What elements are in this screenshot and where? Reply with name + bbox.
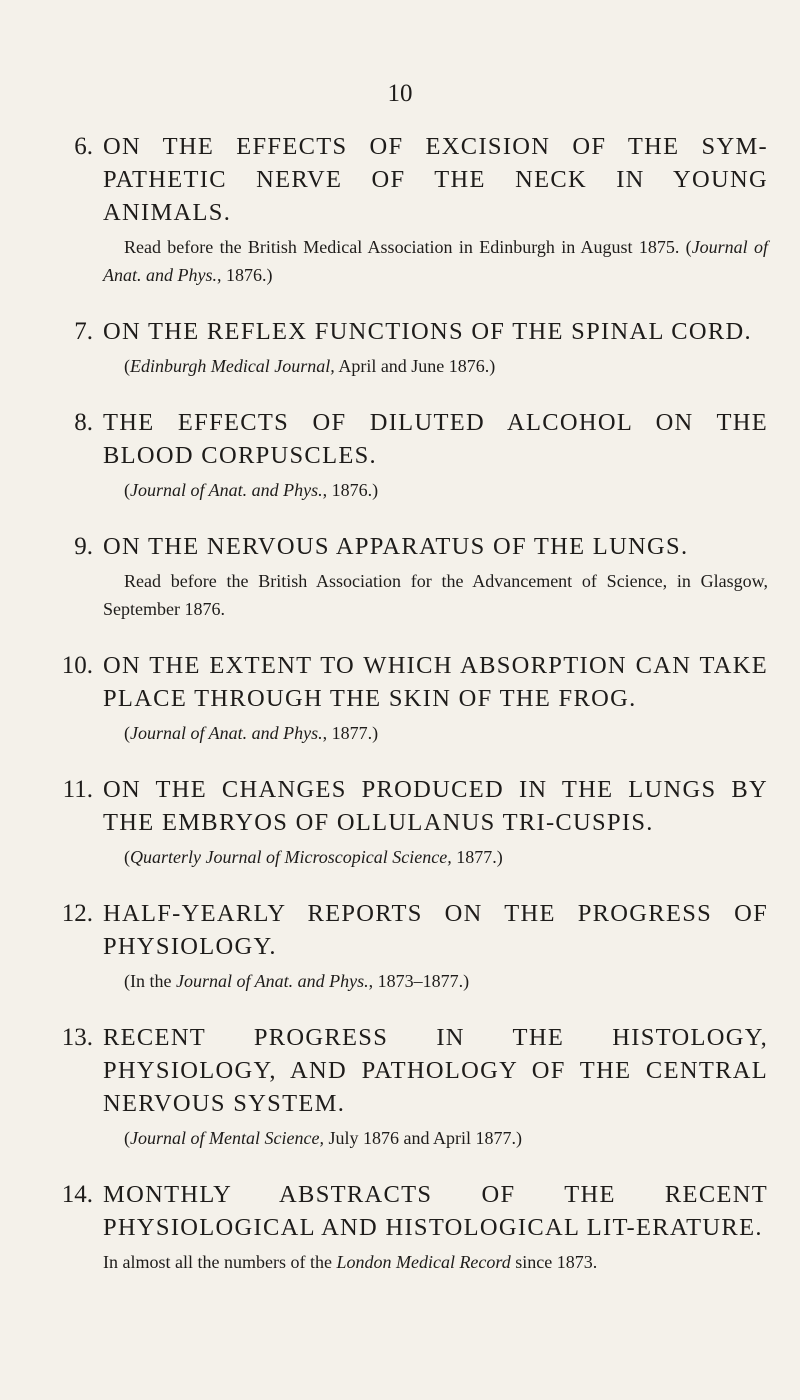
list-item [0,406,800,504]
entry-number: 8. [74,409,93,436]
entry-title: ON THE EFFECTS OF EXCISION OF THE SYM-PATHETIC NERVE OF THE NECK IN YOUNG ANIMALS. [103,133,768,226]
entry-number: 14. [61,1181,93,1208]
entry-note: (Quarterly Journal of Microscopical Science, 1877.) [124,847,503,867]
list-item [0,1178,800,1276]
entry-number: 6. [74,133,93,160]
entry-title: HALF-YEARLY REPORTS ON THE PROGRESS OF PHYSIOLOGY. [103,900,768,960]
entry-number: 11. [62,776,93,803]
entry-title: ON THE REFLEX FUNCTIONS OF THE SPINAL CORD. [103,318,752,345]
entry-note: In almost all the numbers of the London Medical Record since 1873. [103,1252,598,1272]
entry-note: (Journal of Anat. and Phys., 1876.) [124,480,379,500]
list-item [0,897,800,995]
entry-note: Read before the British Medical Association in Edinburgh in August 1875. (Journal of Anat. and Phys., 1876.) [103,237,769,285]
list-item [0,649,800,747]
entry-note: (Journal of Mental Science, July 1876 and April 1877.) [124,1128,522,1148]
entry-note: (Journal of Anat. and Phys., 1877.) [124,723,379,743]
page-number: 10 [387,80,413,107]
entry-title: RECENT PROGRESS IN THE HISTOLOGY, PHYSIOLOGY, AND PATHOLOGY OF THE CENTRAL NERVOUS SYSTEM. [103,1024,768,1117]
entry-number: 10. [61,652,93,679]
entry-title: THE EFFECTS OF DILUTED ALCOHOL ON THE BLOOD CORPUSCLES. [103,409,768,469]
entry-number: 9. [74,533,93,560]
entry-number: 13. [61,1024,93,1051]
entry-title: ON THE CHANGES PRODUCED IN THE LUNGS BY THE EMBRYOS OF OLLULANUS TRI-CUSPIS. [103,776,768,836]
entry-note: (Edinburgh Medical Journal, April and June 1876.) [124,356,496,376]
list-item [0,530,800,623]
entry-number: 12. [61,900,93,927]
entry-title: MONTHLY ABSTRACTS OF THE RECENT PHYSIOLOGICAL AND HISTOLOGICAL LIT-ERATURE. [103,1181,768,1241]
publication-list [0,130,800,1302]
entry-title: ON THE EXTENT TO WHICH ABSORPTION CAN TAKE PLACE THROUGH THE SKIN OF THE FROG. [103,652,768,712]
list-item [0,315,800,380]
list-item [0,1021,800,1152]
list-item [0,130,800,289]
entry-note: Read before the British Association for the Advancement of Science, in Glasgow, September 1876. [103,571,768,619]
list-item [0,773,800,871]
entry-title: ON THE NERVOUS APPARATUS OF THE LUNGS. [103,533,689,560]
entry-number: 7. [74,318,93,345]
entry-note: (In the Journal of Anat. and Phys., 1873–1877.) [124,971,470,991]
